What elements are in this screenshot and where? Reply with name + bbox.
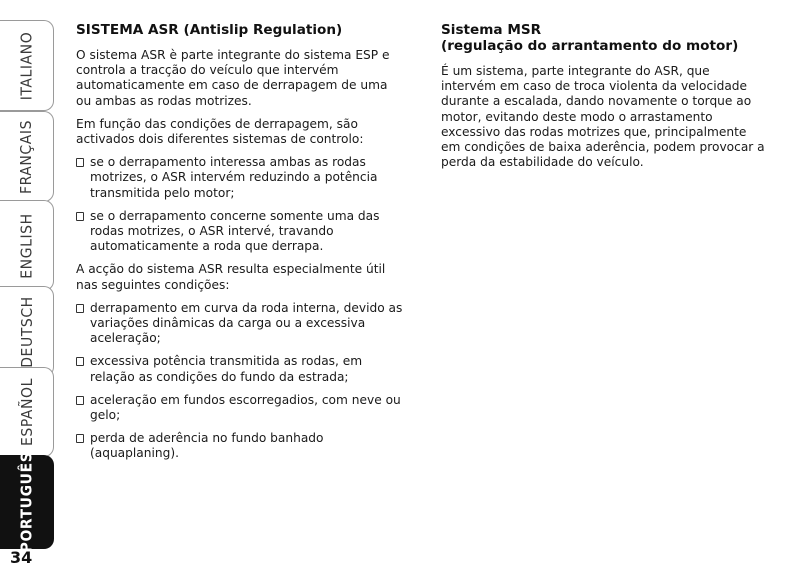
checkbox-bullet-icon	[76, 396, 84, 405]
tab-label: ESPAÑOL	[17, 378, 36, 446]
msr-section	[441, 22, 767, 178]
asr-intro: O sistema ASR è parte integrante do sistema ESP e controla a tracção do veículo que intervém automaticamente em caso de derrapagem de uma ou ambas as rodas motrizes.	[76, 48, 390, 108]
tab-label: FRANÇAIS	[17, 119, 36, 194]
list-item-text: excessiva potência transmitida as rodas, em relação as condições do fundo da estrada;	[90, 354, 363, 384]
page-number: 34	[10, 548, 33, 567]
list-item-text: aceleração em fundos escorregadios, com neve ou gelo;	[90, 392, 401, 423]
checkbox-bullet-icon	[76, 434, 84, 443]
list-item-text: derrapamento em curva da roda interna, devido as variações dinâmicas da carga ou a excessiva aceleração;	[90, 300, 403, 346]
list-item	[76, 431, 406, 461]
list-item	[76, 354, 406, 384]
list-item	[76, 393, 406, 423]
tab-italiano[interactable]	[0, 20, 54, 111]
msr-title: Sistema MSR	[441, 22, 542, 38]
tab-label: DEUTSCH	[17, 295, 36, 368]
list-item-text: se o derrapamento interessa ambas as rodas motrizes, o ASR intervém reduzindo a potência transmitida pelo motor;	[90, 155, 378, 200]
list-item	[76, 155, 406, 201]
asr-heading	[76, 22, 406, 38]
asr-title: SISTEMA ASR	[76, 22, 179, 38]
tab-label: ENGLISH	[17, 212, 36, 279]
tab-label: ITALIANO	[17, 31, 36, 100]
asr-conditions-intro: Em função das condições de derrapagem, são activados dois diferentes sistemas de controlo:	[76, 116, 364, 147]
list-item	[76, 301, 406, 347]
checkbox-bullet-icon	[76, 357, 84, 366]
tab-portugues[interactable]	[0, 451, 54, 553]
list-item-text: perda de aderência no fundo banhado (aquaplaning).	[90, 431, 324, 461]
tab-english[interactable]	[0, 200, 54, 291]
checkbox-bullet-icon	[76, 212, 84, 221]
tab-label: PORTUGUÊS	[17, 451, 36, 553]
checkbox-bullet-icon	[76, 304, 84, 313]
msr-subtitle: (regulação do arrantamento do motor)	[441, 38, 739, 54]
asr-subtitle: (Antislip Regulation)	[183, 22, 343, 38]
list-item	[76, 209, 406, 255]
tab-francais[interactable]	[0, 111, 54, 202]
asr-useful-intro: A acção do sistema ASR resulta especialmente útil nas seguintes condições:	[76, 262, 386, 292]
checkbox-bullet-icon	[76, 158, 84, 167]
tab-deutsch[interactable]	[0, 286, 54, 377]
msr-heading	[441, 22, 767, 54]
msr-body: É um sistema, parte integrante do ASR, que intervém em caso de troca violenta da velocidade durante a escalada, dando novamente o torque ao motor, evitando deste modo o arrastamento excessivo das rodas motrizes que, principalmente em condições de baixa aderência, podem provocar a perda da estabilidade do veículo.	[441, 64, 765, 170]
asr-section	[76, 22, 406, 470]
tab-espanol[interactable]	[0, 367, 54, 457]
language-sidebar	[0, 0, 60, 581]
list-item-text: se o derrapamento concerne somente uma das rodas motrizes, o ASR intervé, travando automaticamente a roda que derrapa.	[90, 208, 380, 254]
